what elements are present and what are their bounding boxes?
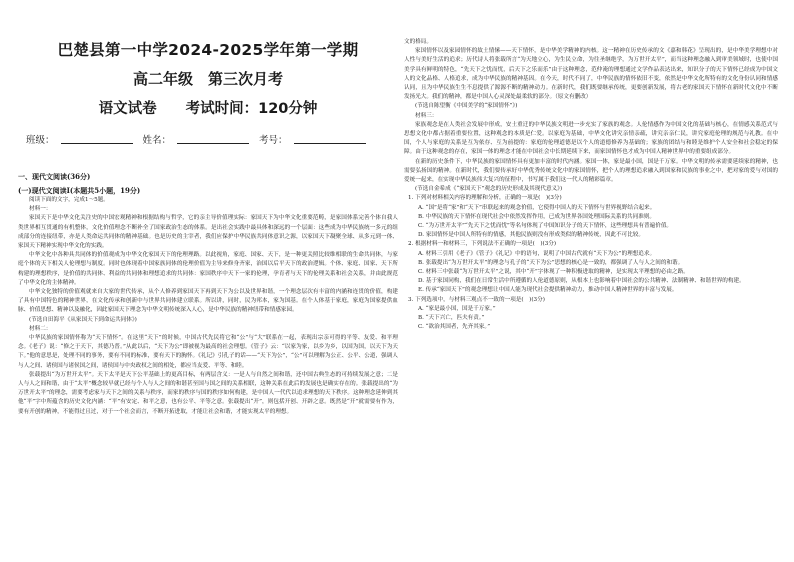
- exam-title: 语文试卷 考试时间：120分钟: [98, 101, 318, 117]
- question-2-option: A. 材料三引用《老子》《管子》《礼记》中的语句，说明了中国古代就有“天下为公”的理想追求。: [418, 250, 656, 257]
- material-1-paragraph: 中华文化独特的价值观就来自大家的世代传承，从个人修养到家国天下再到天下为公以及世界和谐，一个理念层次有丰富的内涵和连贯的价值，构建了具有中国特色的精神世界，在文化传承和创新中与世界共同体建立联系。所以讲，同时，民为邦本，家为国基。在个人体基于家庭，家庭为国家提供血脉、价值思想、精神以及融化，因此家国天下理念为中华文明传统深入人心，是中华民族的精神纽带和情感家园。: [18, 289, 398, 314]
- school-title: 巴楚县第一中学2024-2025学年第一学期: [57, 41, 359, 59]
- material-2-paragraph: 中华民族的家国情怀称为“天下情怀”。在这里“天下”的时候，中国古代先民将它和“公”与“大”联系在一起，表现出宗亲可得的平等、友爱、和平理念。《老子》说：“修之于天下，其德乃普。”从此以后，“天下为公”即被视为最高的社会理想。《管子》云：“以家为家，以乡为乡，以国为国，以天下为天下。”他的意思是，处理不同的事务，要有不同的标准，要有天下的胸怀。《礼记》引孔子的话——“天下为公”，“公”可以理解为公正、公平、公道，强调人与人之间、诸侯国与诸侯国之间，诸侯国与中央政权之间的相处，都应当友爱、平等、和睦。: [18, 335, 398, 369]
- question-3-option: A. “家是最小国，国是千万家。”: [418, 305, 496, 312]
- question-2-option: B. 张载提出“为万世开太平”的理念与孔子的“天下为公”思想的核心是一致的，都强调了人与人之间的和谐。: [418, 259, 684, 266]
- question-2-option: D. 基于家国同构，我们在日常生活中所遵循的人伦道德原则，从根本上也影响着中国社会的公共精神、法制精神、和谐世界的构建。: [418, 278, 745, 285]
- material-3-paragraph: 在新的历史条件下，中华民族的家国情怀具有更加丰富的时代内涵。家国一体，家是最小国，国是千万家。中华文明的传承需要延续家的精神，也需要弘扬国的精神。在新时代，我们要传承好中华优秀传统文化中的家国情怀，把个人的理想追求融入到国家和民族的事业之中，把对家的爱与对国的爱统一起来，在实现中华民族伟大复兴的征程中，书写属于我们这一代人的精彩篇章。: [404, 158, 778, 184]
- question-2-option: E. 传承“家国天下”的观念理想让中国人能为现代社会提供精神动力，推动中国人精神世界的丰富与发展。: [418, 287, 678, 294]
- number-label: 考号：: [259, 135, 288, 146]
- continued-text: 文的格局。: [404, 39, 432, 45]
- left-column: [18, 0, 398, 562]
- question-1-option: D. 家国情怀是中国人所特有的情感，其他民族则没有形成类似的精神传统，因此不可比较。: [418, 232, 644, 239]
- class-label: 班级：: [26, 135, 55, 146]
- question-3: 3. 下列选项中，与材料三观点不一致的一项是( )(3分): [408, 296, 545, 303]
- grade-title: 高二年级 第三次月考: [132, 70, 283, 88]
- right-column: [404, 0, 778, 562]
- material-2-paragraph: 张载提出“为万世开太平”。天下太平是天下公平基础上的更高目标，有两层含义：一是人与自然之间和谐，还中国古典生态的可持续发展之意；二是人与人之间和谐，由于“太平”概念较早就已经与个人与人之间的和谐甚至国与国之间的关系相联，这种关系在此后的发展也是确实存在的。张载提出的“为万世开太平”的理念，需要考虑家与天下之间的关系与秩序，而家的秩序与国的秩序如何构建，是中国人一代代以追求理想的天下秩序。这种理念延伸到其他“平”字中所蕴含的历史文化内涵：“平”有安定、和平之意，也有公平、平等之意。张载提出“开”，则包括开创、开辟之意。既然是“开”就需要有作为，要有开创的精神，不能得过且过，对于一个社会而言，不断开拓进取，才能让社会和谐，才能实现太平的理想。: [18, 371, 398, 415]
- material-1-source: (节选自田海平《从家国天下到命运共同体》): [29, 316, 137, 323]
- subsection-heading: (一)现代文阅读Ⅰ(本题共5小题，19分): [18, 186, 141, 195]
- material-1-paragraph: 家国天下是中华文化关注史的中国宏观精神和根据结构与哲学，它的亲主导价值理实际：家国天下为中华文化重要范畴，是家国体系完善个体自我人类世界相互贯通的有机整体，文化价值理念不断补全了国家政治生态的体系。是出社会实践中最具体和深远的一个层面：这些成为中华民族统一多元的组成部分的连接纽带，亦是人类命运共同体的精神基础。也是历史的主宰者，我们应保护中华民族共同体意识之源，以家国天下凝聚全球、从多元到一体、家国天下精神实现中华文化的实践。: [18, 215, 398, 250]
- question-2-option: C. 材料三中张载“为万世开太平”之说，其中“开”字体现了一种积极进取的精神，是实现太平理想的必由之路。: [418, 269, 689, 276]
- material-3-paragraph: 家族观念是在人类社会发展中形成，安土重迁的中华民族文明进一步充实了家族的观念。人伦情感作为中国文化的基础与核心，在情感关系范式与思想文化中都占据着重要位置，这种观念的本质是仁爱。以家庭为基础，中华文化讲究亲情亲疏，讲究亲亲仁民，讲究家庭伦理的规范与礼教。在中国，个人与家庭的关系是互为依存、互为前提的：家庭的伦理道德是以个人的道德修养为基础的；家族的团结与和睦是维护个人安全和社会稳定的保障。由于这种观念的存在，家国一体的理念才能在中国社会中长期延续下来，而家国情怀也才成为中国人精神世界中的重要组成部分。: [404, 121, 778, 156]
- question-1-option: B. 中华民族的天下情怀在现代社会中依然发挥作用，已成为世界各国处理国际关系的共同准则。: [418, 213, 656, 220]
- question-3-option: B. “天下兴亡，匹夫有责。”: [418, 315, 485, 322]
- student-info-row: [18, 132, 398, 146]
- reading-intro: 阅读下面的文字，完成1～5题。: [29, 197, 109, 203]
- material-1-paragraph: 中华文化中各种具共同体的价值观成为中华文化家国天下的伦理理路。以此视角，家庭、国家、天下，是一种更关照比较维相联的生命共同体，与家庭个体的天下相关人伦理想与制度。同时也体现着中国家族同体的伦理价值为主导来修身齐家，治国以后平天下的政治逻辑。个体、家庭、国家、天下所构建的理想秩序，是价值的共同体、利益的共同体和理想追求的共同体：家国秩序中天下一家的伦理，孕育者与天下的伦理关系和社会关系，并由此规范了中华文化的主体精神。: [18, 252, 398, 286]
- number-blank[interactable]: [294, 132, 366, 144]
- material-1-label: 材料一：: [29, 206, 52, 213]
- question-1-option: A. “国”是将“家”和“天下”串联起来的观念价值，它使得中国人的天下情怀与世界视野结合起来。: [418, 204, 656, 211]
- material-3-source: (节选自金希成《“家国天下”观念的历史形成及其现代意义》): [415, 186, 563, 193]
- material-2-paragraph: 家国情怀以及家园情怀的故土情愫——天下情怀，是中华美学精神的内核。这一精神在历史传承的文《嘉和韩花》呈现出的，是中华美学理想中对人性与美好生活的追求；历代诗人将张载所言“为天地立心，为生民立命，为往圣继绝学，为万世开太平”，而当这种理念融入到审美领域时，也使中国美学具有鲜明的特色，“先天下之忧而忧，后天下之乐而乐”由于这种理念，范仲淹的理想通过文学作品表达出来，知识分子的天下情怀已经成为中国文人的文化品格、人格追求，成为中华民族的精神基因。在今天，时代不同了，中华民族的情怀依旧不变，依然是中华文化所特有的文化身份认同和情感认同，且为中华民族生生不息提供了源源不断的精神动力。在新时代，我们既要继承传统，更要创新发展，将古老的家国天下情怀在新时代文化中不断发扬光大。我们的精神，都是中国人心灵深处最柔软的部分。（原文有删改）: [404, 48, 778, 101]
- class-blank[interactable]: [61, 132, 133, 144]
- material-3-label: 材料三：: [415, 112, 438, 119]
- name-blank[interactable]: [177, 132, 249, 144]
- material-2-label: 材料二：: [29, 325, 52, 332]
- question-2: 2. 根据材料一和材料三，下列说法不正确的一项是( )(3分): [408, 241, 557, 248]
- material-2-source: (节选自陈望衡《中国美学的“家国情怀”》): [415, 103, 518, 110]
- question-1: 1. 下列对材料相关内容的理解和分析，正确的一项是( )(3分): [408, 195, 562, 202]
- question-1-option: C. “为万世开太平”“先天下之忧而忧”等名句体现了中国知识分子的天下情怀，这些理想具有普遍价值。: [418, 223, 673, 230]
- question-3-option: C. “欲治其国者，先齐其家。”: [418, 324, 491, 331]
- name-label: 姓名：: [142, 135, 172, 146]
- section-heading: 一、现代文阅读(36分): [18, 172, 91, 181]
